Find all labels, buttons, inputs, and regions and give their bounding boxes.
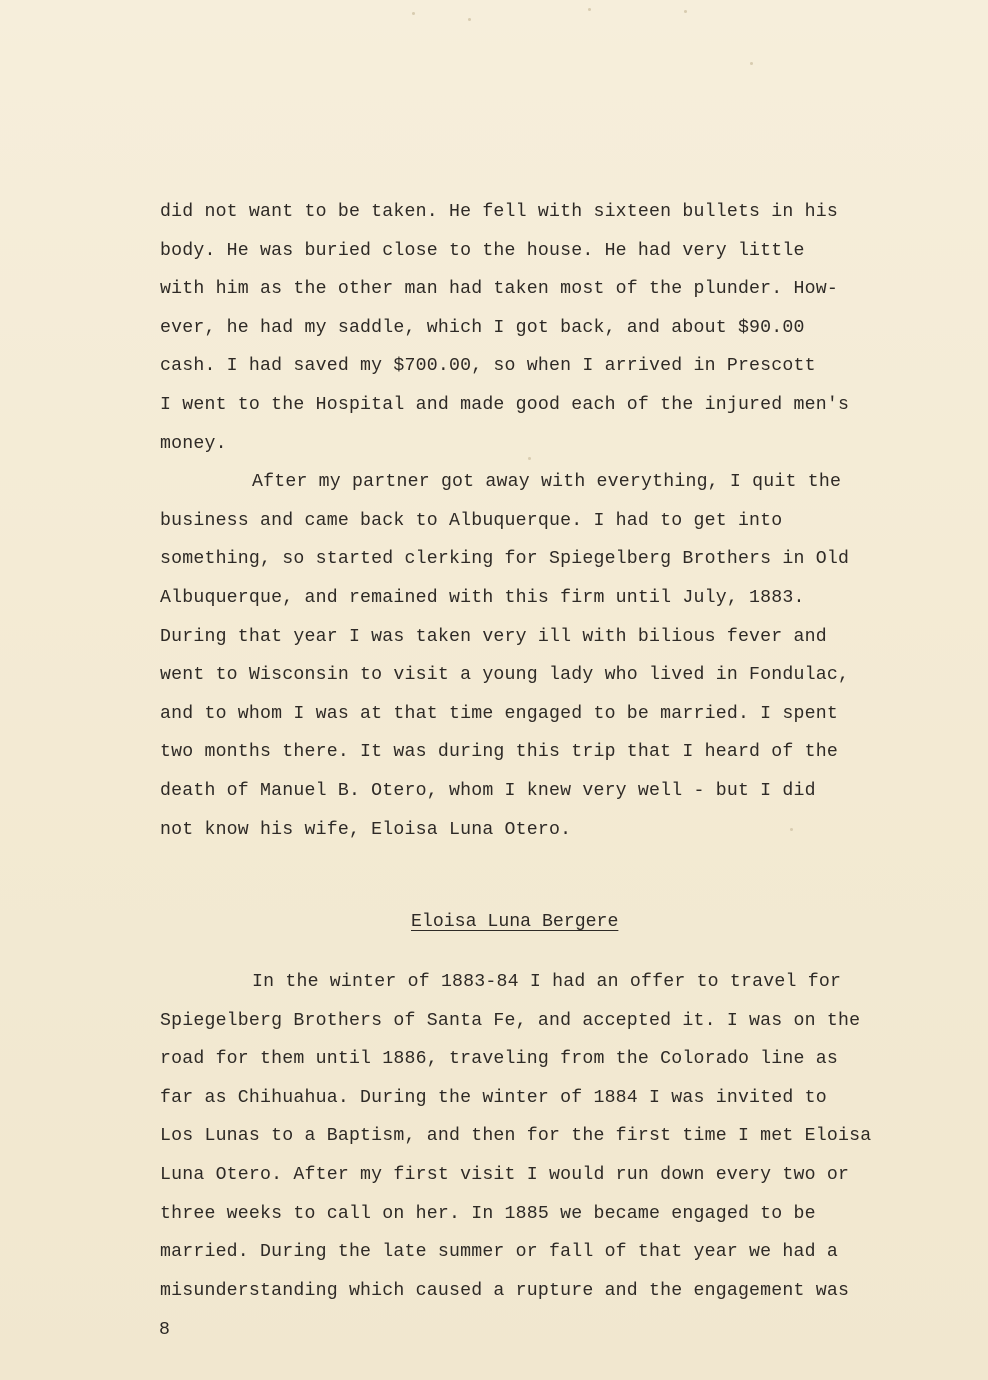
text-line-indented: In the winter of 1883-84 I had an offer to travel for — [252, 972, 842, 992]
text-line: road for them until 1886, traveling from the Colorado line as — [160, 1049, 838, 1070]
text-line: two months there. It was during this trip that I heard of the — [160, 742, 838, 763]
text-line: Luna Otero. After my first visit I would run down every two or — [160, 1164, 850, 1185]
paper-speck — [588, 8, 591, 11]
section-heading: Eloisa Luna Bergere — [411, 912, 619, 932]
text-line: Albuquerque, and remained with this firm until July, 1883. — [160, 587, 805, 608]
text-line: three weeks to call on her. In 1885 we became engaged to be — [160, 1203, 816, 1224]
paper-speck — [684, 10, 687, 13]
text-line: went to Wisconsin to visit a young lady who lived in Fondulac, — [160, 665, 850, 686]
page-number: 8 — [159, 1320, 170, 1340]
text-line: and to whom I was at that time engaged to be married. I spent — [160, 703, 838, 724]
paper-speck — [750, 62, 753, 65]
text-line-indented: After my partner got away with everything, I quit the — [252, 472, 842, 493]
text-line: business and came back to Albuquerque. I had to get into — [160, 510, 783, 531]
text-line: body. He was buried close to the house. He had very little — [160, 240, 805, 261]
text-line: did not want to be taken. He fell with sixteen bullets in his — [160, 202, 838, 222]
body-text-top — [160, 193, 920, 849]
paper-speck — [468, 18, 471, 21]
text-line: with him as the other man had taken most of the plunder. How- — [160, 279, 838, 300]
text-line: cash. I had saved my $700.00, so when I arrived in Prescott — [160, 356, 816, 377]
text-line: far as Chihuahua. During the winter of 1884 I was invited to — [160, 1087, 827, 1108]
text-line: death of Manuel B. Otero, whom I knew very well - but I did — [160, 780, 816, 801]
text-line: money. — [160, 433, 227, 454]
text-line: I went to the Hospital and made good each of the injured men's — [160, 394, 850, 415]
text-line: something, so started clerking for Spiegelberg Brothers in Old — [160, 549, 850, 570]
text-line: misunderstanding which caused a rupture and the engagement was — [160, 1280, 850, 1301]
text-line: During that year I was taken very ill with bilious fever and — [160, 626, 827, 647]
text-line: married. During the late summer or fall of that year we had a — [160, 1242, 838, 1263]
text-line: Los Lunas to a Baptism, and then for the first time I met Eloisa — [160, 1126, 872, 1147]
text-line: ever, he had my saddle, which I got back, and about $90.00 — [160, 317, 805, 338]
text-line: Spiegelberg Brothers of Santa Fe, and accepted it. I was on the — [160, 1010, 861, 1031]
body-text-bottom — [160, 963, 920, 1310]
paper-speck — [412, 12, 415, 15]
text-line: not know his wife, Eloisa Luna Otero. — [160, 819, 572, 840]
